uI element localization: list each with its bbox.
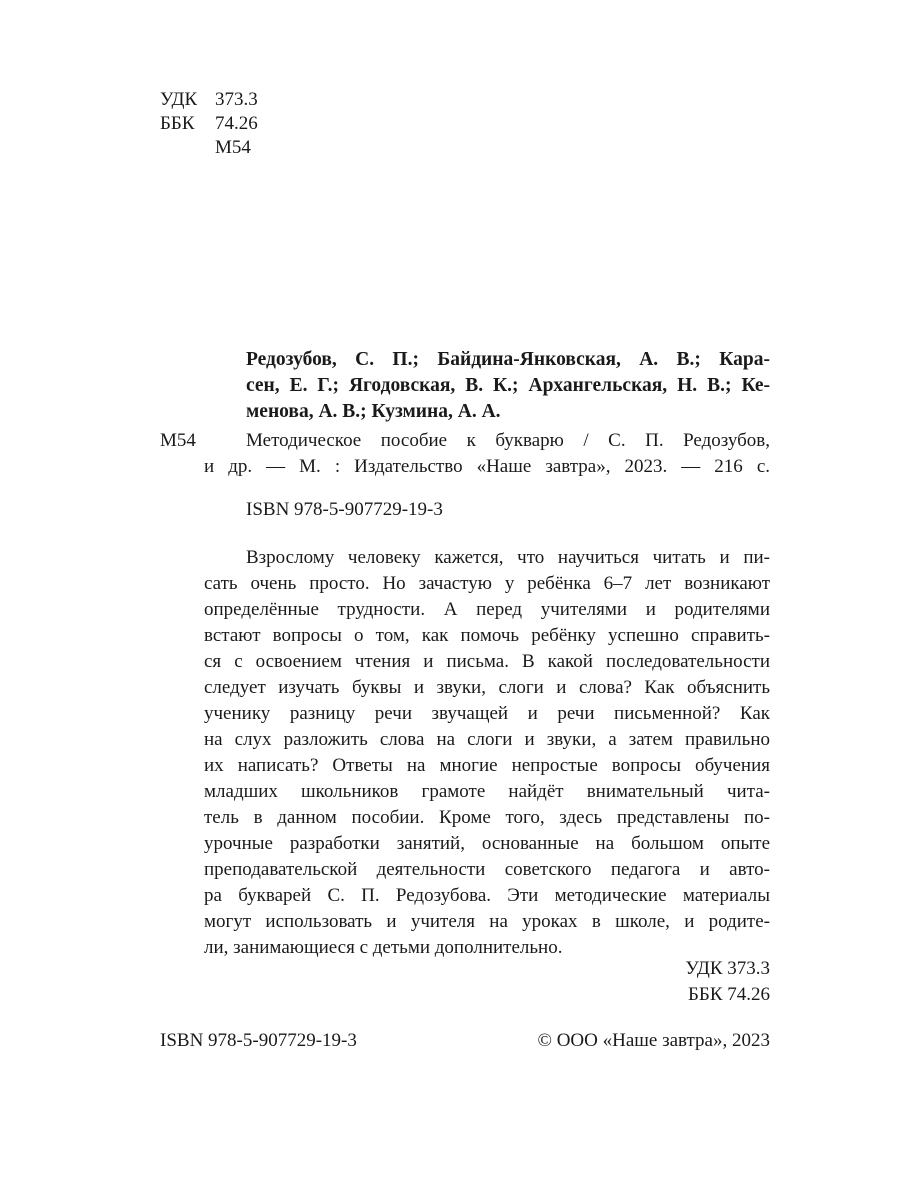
abstract-line: встают вопросы о том, как помочь ребёнку успешно справить- [204,625,770,646]
authors-line: Редозубов, С. П.; Байдина-Янковская, А. В.; Кара- [246,349,770,370]
author-sign-value: М54 [215,137,251,158]
udk-row [160,88,258,112]
description-line: Методическое пособие к букварю / С. П. Редозубов, [246,430,770,451]
udk-label: УДК [160,89,198,110]
abstract-line: на слух разложить слова на слоги и звуки, а затем правильно [204,729,770,750]
bbk-value: 74.26 [215,113,258,134]
abstract-line: следует изучать буквы и звуки, слоги и слова? Как объяснить [204,677,770,698]
abstract-line: сать очень просто. Но зачастую у ребёнка 6–7 лет возникают [204,573,770,594]
abstract-line: могут использовать и учителя на уроках в школе, и родите- [204,911,770,932]
authors-line: менова, А. В.; Кузмина, А. А. [246,401,501,422]
bbk-row [160,112,258,136]
abstract-line: Взрослому человеку кажется, что научиться читать и пи- [246,547,770,568]
abstract-line: ра букварей С. П. Редозубова. Эти методические материалы [204,885,770,906]
abstract-line: урочные разработки занятий, основанные на большом опыте [204,833,770,854]
isbn-top: ISBN 978-5-907729-19-3 [246,499,443,520]
abstract-line: тель в данном пособии. Кроме того, здесь представлены по- [204,807,770,828]
classification-codes-bottom [600,956,770,1008]
abstract-line: ли, занимающиеся с детьми дополнительно. [204,937,563,958]
authors-line: сен, Е. Г.; Ягодовская, В. К.; Архангельская, Н. В.; Ке- [246,375,770,396]
udk-value: 373.3 [215,89,258,110]
author-sign-label [160,136,215,160]
author-mark: М54 [160,430,196,451]
isbn-bottom: ISBN 978-5-907729-19-3 [160,1030,357,1051]
abstract-line: ученику разницу речи звучащей и речи письменной? Как [204,703,770,724]
copyright-notice: © ООО «Наше завтра», 2023 [537,1030,770,1051]
description-line: и др. — М. : Издательство «Наше завтра», 2023. — 216 с. [204,456,770,477]
classification-codes-top [160,88,258,160]
udk-bottom: УДК 373.3 [685,958,770,979]
author-sign-row [160,136,258,160]
abstract-line: ся с освоением чтения и письма. В какой последовательности [204,651,770,672]
bbk-label: ББК [160,113,195,134]
abstract-line: определённые трудности. А перед учителями и родителями [204,599,770,620]
abstract-line: преподавательской деятельности советского педагога и авто- [204,859,770,880]
abstract-line: их написать? Ответы на многие непростые вопросы обучения [204,755,770,776]
bbk-bottom: ББК 74.26 [688,984,770,1005]
abstract-line: младших школьников грамоте найдёт внимательный чита- [204,781,770,802]
